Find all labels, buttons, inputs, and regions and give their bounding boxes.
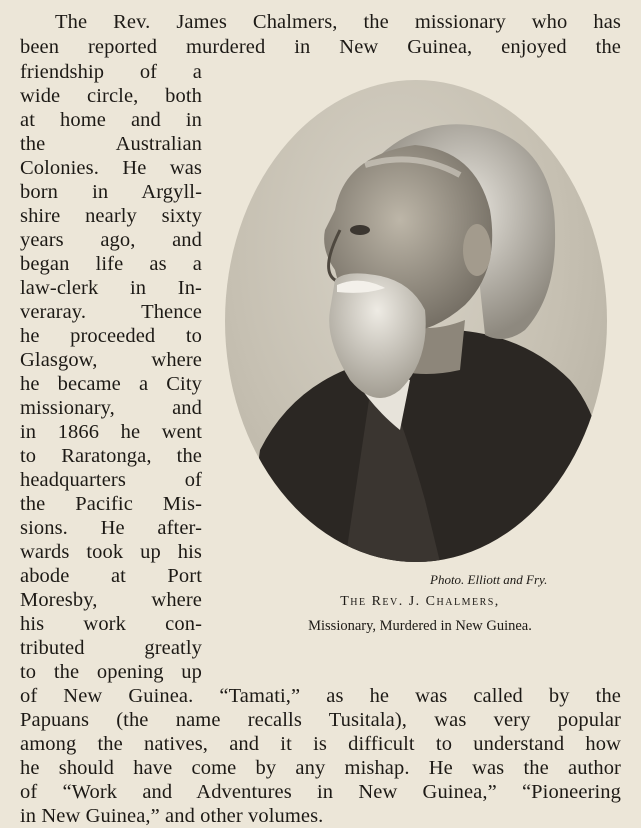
photo-credit: Photo. Elliott and Fry. xyxy=(430,572,548,587)
article-line: wards took up his xyxy=(20,541,202,563)
article-line: of New Guinea. “Tamati,” as he was called by the xyxy=(20,685,621,707)
article-line: friendship of a xyxy=(20,61,202,83)
article-line: abode at Port xyxy=(20,565,202,587)
caption-subtitle: Missionary, Murdered in New Guinea. xyxy=(308,618,532,634)
article-line: the Pacific Mis- xyxy=(20,493,202,515)
article-line: headquarters of xyxy=(20,469,202,491)
article-line: he became a City xyxy=(20,373,202,395)
portrait-photo xyxy=(225,80,607,562)
article-line: born in Argyll- xyxy=(20,181,202,203)
article-line: veraray. Thence xyxy=(20,301,202,323)
article-line: missionary, and xyxy=(20,397,202,419)
article-line: wide circle, both xyxy=(20,85,202,107)
article-line: years ago, and xyxy=(20,229,202,251)
article-line: began life as a xyxy=(20,253,202,275)
article-line: among the natives, and it is difficult to understand how xyxy=(20,733,621,755)
article-line: his work con- xyxy=(20,613,202,635)
article-line: law-clerk in In- xyxy=(20,277,202,299)
article-line: at home and in xyxy=(20,109,202,131)
article-line: in New Guinea,” and other volumes. xyxy=(20,805,324,827)
article-line: Moresby, where xyxy=(20,589,202,611)
article-line: Colonies. He was xyxy=(20,157,202,179)
article-line: tributed greatly xyxy=(20,637,202,659)
article-line: to Raratonga, the xyxy=(20,445,202,467)
article-line: been reported murdered in New Guinea, enjoyed the xyxy=(20,36,621,58)
article-line: The Rev. James Chalmers, the missionary who has xyxy=(55,11,621,33)
article-line: he should have come by any mishap. He was the author xyxy=(20,757,621,779)
caption-title: The Rev. J. Chalmers, xyxy=(340,594,500,609)
article-line: to the opening up xyxy=(20,661,202,683)
article-line: of “Work and Adventures in New Guinea,” “Pioneering xyxy=(20,781,621,803)
article-line: Papuans (the name recalls Tusitala), was very popular xyxy=(20,709,621,731)
article-line: in 1866 he went xyxy=(20,421,202,443)
article-line: he proceeded to xyxy=(20,325,202,347)
article-line: Glasgow, where xyxy=(20,349,202,371)
article-line: the Australian xyxy=(20,133,202,155)
article-line: sions. He after- xyxy=(20,517,202,539)
article-line: shire nearly sixty xyxy=(20,205,202,227)
